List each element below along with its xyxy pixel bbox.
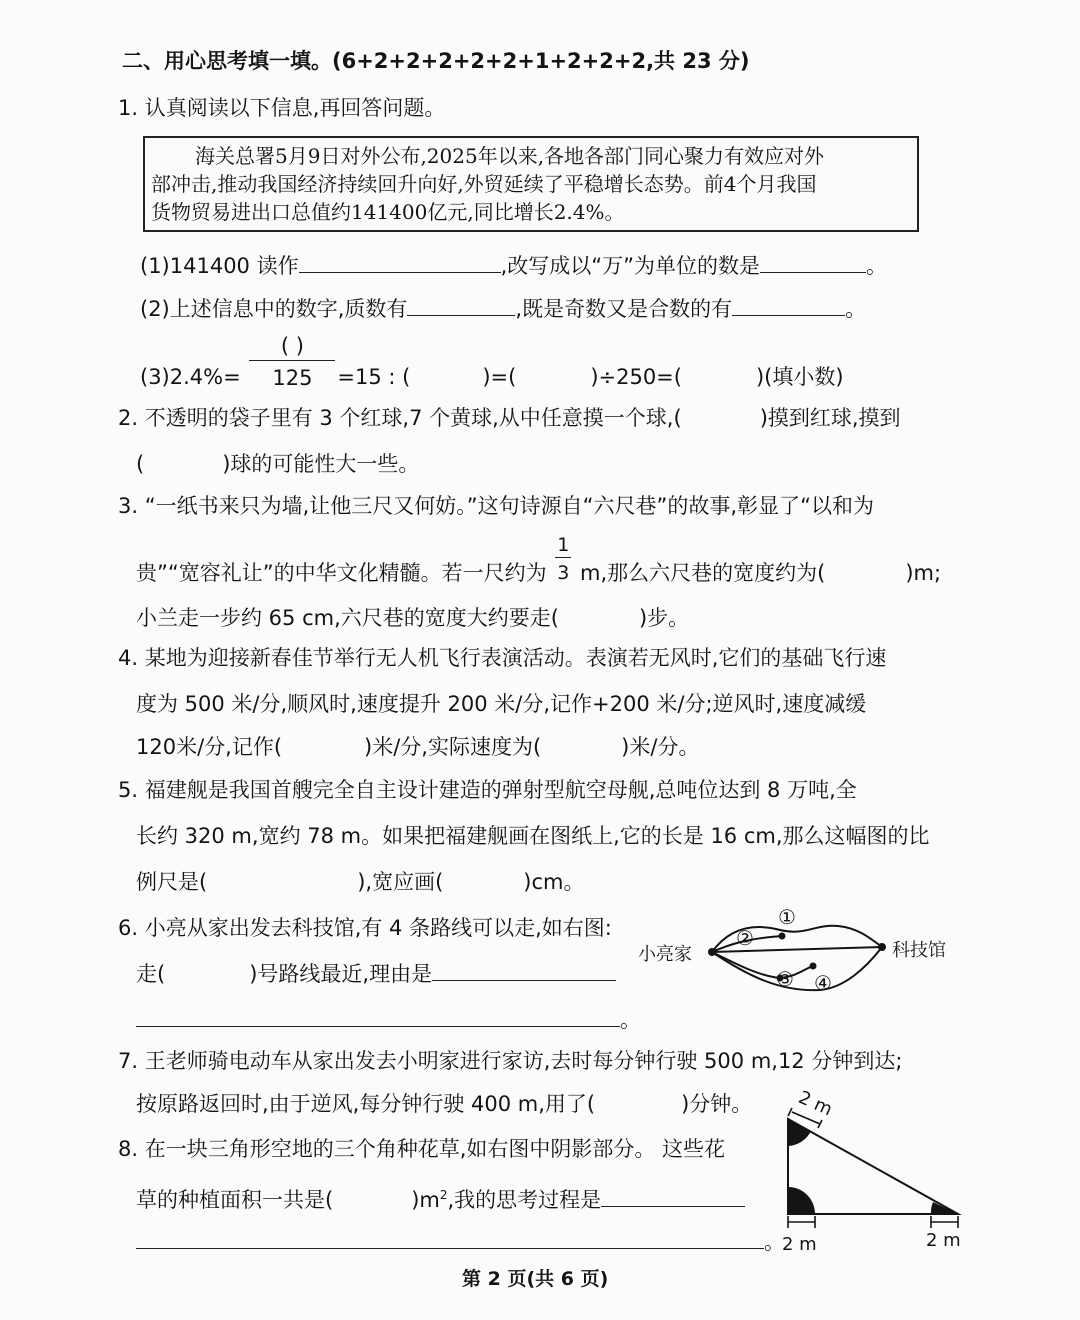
q4-text-b: )米/分,实际速度为( (364, 735, 542, 759)
page-number: 第 2 页(共 6 页) (462, 1268, 609, 1290)
q4-line-3 (136, 733, 699, 761)
q1-part1-text-c: 。 (866, 254, 888, 278)
news-box (143, 136, 919, 232)
triangle-outline (788, 1119, 958, 1214)
q8-end: 。 (764, 1230, 785, 1254)
route-label-2: ② (736, 926, 754, 950)
route-4-path (712, 947, 882, 990)
q1-part3-text-c: )=( (482, 365, 517, 389)
q7-line-2 (136, 1090, 752, 1118)
triangle-diagram (770, 1082, 975, 1252)
route-3-path (712, 952, 813, 978)
q1-part2 (140, 295, 866, 323)
q1-part2-text-c: 。 (845, 297, 867, 321)
q3-text-d: 小兰走一步约 65 cm,六尺巷的宽度大约要走( (136, 606, 559, 630)
q5-line-2: 长约 320 m,宽约 78 m。如果把福建舰画在图纸上,它的长是 16 cm,那么这幅图的比 (136, 824, 930, 848)
q1-intro: 1. 认真阅读以下信息,再回答问题。 (118, 96, 446, 120)
q2-text-d: )球的可能性大一些。 (222, 452, 420, 476)
q8-line-2 (136, 1181, 745, 1214)
left-dimension-label: 2 m (782, 1234, 817, 1252)
right-dimension-label: 2 m (926, 1230, 961, 1251)
q2-text-a: 2. 不透明的袋子里有 3 个红球,7 个黄球,从中任意摸一个球,( (118, 406, 682, 430)
route-home-label: 小亮家 (638, 944, 692, 965)
q8-line-3 (136, 1228, 785, 1256)
q3-text-e: )步。 (638, 606, 690, 630)
q7-text-b: )分钟。 (681, 1092, 753, 1116)
q1-part1-text-a: (1)141400 读作 (140, 254, 299, 278)
q6-text-a: 走( (136, 962, 166, 986)
q3-text-a: 贵”“宽容礼让”的中华文化精髓。若一尺约为 (136, 561, 547, 585)
q8-blank-1[interactable] (601, 1186, 745, 1207)
q3-numerator: 1 (557, 534, 570, 556)
news-line-2: 部冲击,推动我国经济持续回升向好,外贸延续了平稳增长态势。前4个月我国 (151, 172, 817, 196)
q1-part2-blank-a[interactable] (407, 295, 515, 316)
q8-text-a: 草的种植面积一共是( (136, 1188, 334, 1212)
q4-text-c: )米/分。 (621, 735, 700, 759)
q8-text-b: )m (411, 1188, 440, 1212)
q2-line-1 (118, 404, 901, 432)
route-museum-label: 科技馆 (892, 940, 946, 961)
q4-line-1: 4. 某地为迎接新春佳节举行无人机飞行表演活动。表演若无风时,它们的基础飞行速 (118, 646, 887, 670)
route-dot-b (810, 963, 817, 970)
q1-part3-text-b: =15 : ( (337, 365, 411, 389)
q2-text-b: )摸到红球,摸到 (759, 406, 901, 430)
q7-line-1: 7. 王老师骑电动车从家出发去小明家进行家访,去时每分钟行驶 500 m,12 分钟到达; (118, 1049, 903, 1073)
top-dimension-label: 2 m (795, 1086, 836, 1121)
q3-text-b: m,那么六尺巷的宽度约为( (580, 561, 826, 585)
corner-top-shade (788, 1119, 811, 1146)
q1-part3-text-d: )÷250=( (590, 365, 682, 389)
route-label-4: ④ (814, 971, 832, 995)
q6-blank-1[interactable] (432, 960, 616, 981)
q5-text-b: ),宽应画( (357, 870, 444, 894)
q3-fraction (553, 534, 573, 589)
q1-part3-fraction (247, 334, 337, 394)
q5-line-1: 5. 福建舰是我国首艘完全自主设计建造的弹射型航空母舰,总吨位达到 8 万吨,全 (118, 778, 857, 802)
q1-part3-text-a: (3)2.4%= (140, 365, 241, 389)
news-line-3: 货物贸易进出口总值约141400亿元,同比增长2.4%。 (151, 200, 625, 224)
route-diagram (630, 900, 960, 1000)
q1-part2-blank-b[interactable] (732, 295, 845, 316)
q4-line-2: 度为 500 米/分,顺风时,速度提升 200 米/分,记作+200 米/分;逆风时,速度减缓 (136, 692, 867, 716)
route-dot-a (779, 933, 786, 940)
right-dimension (931, 1216, 958, 1228)
q2-line-2 (136, 450, 419, 478)
q8-line-1: 8. 在一块三角形空地的三个角种花草,如右图中阴影部分。 这些花 (118, 1137, 726, 1161)
corner-right-shade (931, 1202, 958, 1214)
q3-line-2 (136, 534, 942, 589)
q1-part2-text-b: ,既是奇数又是合数的有 (515, 297, 733, 321)
q1-part3-frac-bar (249, 360, 335, 361)
q1-part3-denominator: 125 (272, 366, 313, 390)
q7-text-a: 按原路返回时,由于逆风,每分钟行驶 400 m,用了( (136, 1092, 596, 1116)
q2-text-c: ( (136, 452, 145, 476)
q1-part3-numerator[interactable]: ( ) (280, 334, 304, 358)
q1-part1-blank-a[interactable] (299, 252, 501, 273)
q6-line-2 (136, 960, 616, 988)
q6-blank-2[interactable] (136, 1006, 620, 1027)
q1-part3 (140, 334, 844, 394)
q3-frac-bar (555, 557, 571, 558)
q5-text-a: 例尺是( (136, 870, 208, 894)
q1-part2-text-a: (2)上述信息中的数字,质数有 (140, 297, 408, 321)
q6-end: 。 (620, 1008, 641, 1032)
q4-text-a: 120米/分,记作( (136, 735, 283, 759)
q1-part1 (140, 252, 887, 280)
news-line-1: 海关总署5月9日对外公布,2025年以来,各地各部门同心聚力有效应对外 (195, 144, 825, 168)
q1-part3-text-e: )(填小数) (755, 365, 844, 389)
q1-part1-text-b: ,改写成以“万”为单位的数是 (500, 254, 761, 278)
q5-line-3 (136, 868, 584, 896)
q1-part1-blank-b[interactable] (760, 252, 866, 273)
q8-blank-2[interactable] (136, 1228, 764, 1249)
q3-denominator: 3 (557, 562, 570, 584)
q3-line-1: 3. “一纸书来只为墙,让他三尺又何妨。”这句诗源自“六尺巷”的故事,彰显了“以和为 (118, 494, 874, 518)
left-dimension (788, 1216, 815, 1228)
route-label-3: ③ (776, 967, 794, 991)
q8-unit-sup: 2 (439, 1188, 448, 1202)
q8-text-c: ,我的思考过程是 (447, 1188, 602, 1212)
q6-text-b: )号路线最近,理由是 (249, 962, 433, 986)
q5-text-c: )cm。 (523, 870, 585, 894)
q6-line-3 (136, 1006, 641, 1034)
section-title: 二、用心思考填一填。(6+2+2+2+2+2+1+2+2+2,共 23 分) (122, 49, 750, 73)
q3-text-c: )m; (905, 561, 942, 585)
q6-line-1: 6. 小亮从家出发去科技馆,有 4 条路线可以走,如右图: (118, 916, 612, 940)
q3-line-3 (136, 604, 689, 632)
corner-right-angle-shade (788, 1187, 815, 1214)
route-label-1: ① (778, 905, 796, 929)
